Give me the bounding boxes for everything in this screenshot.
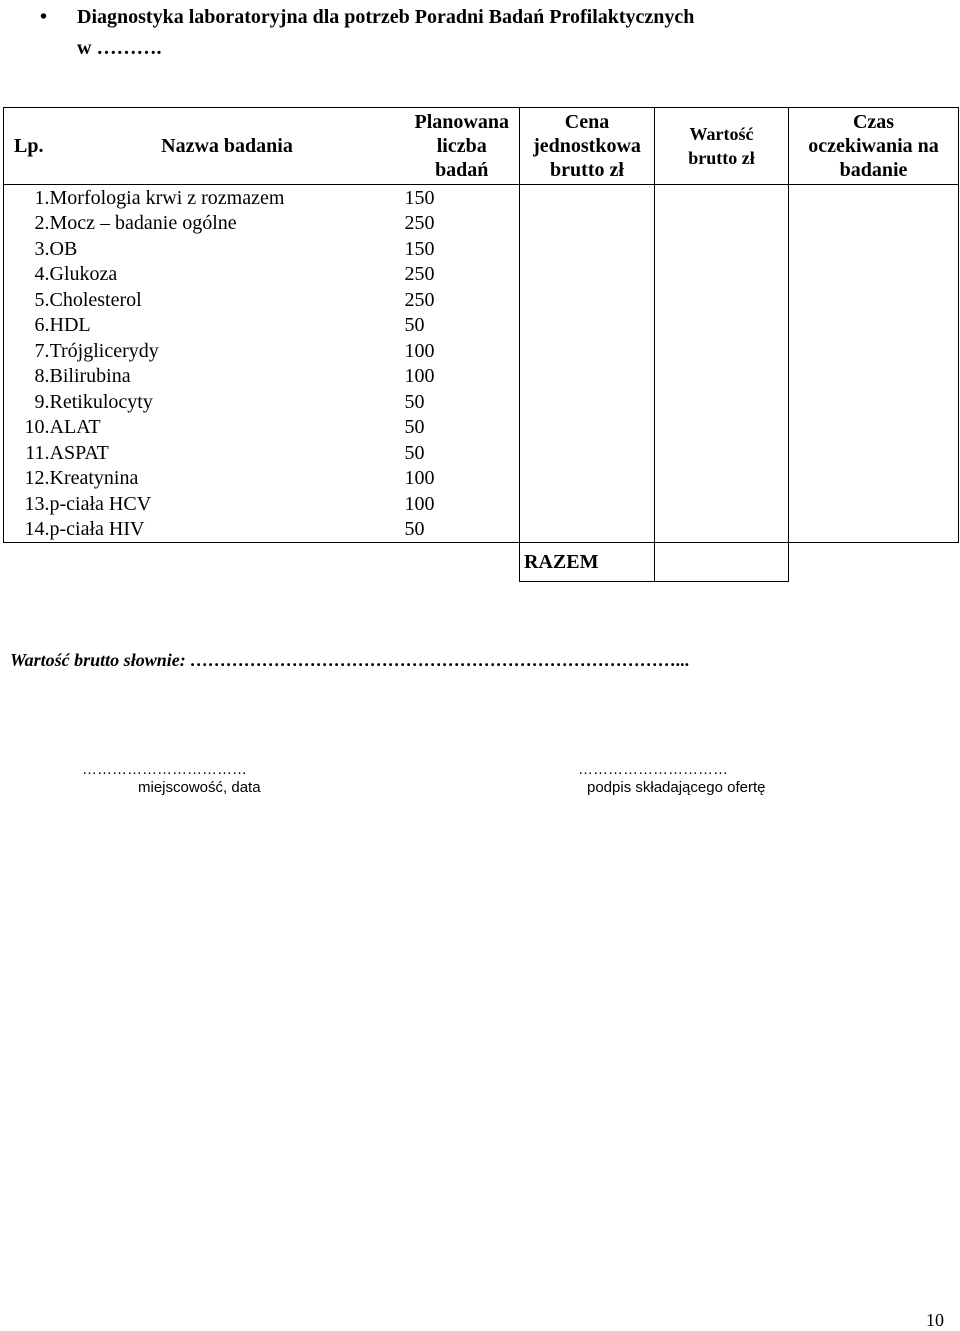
cell-lp: 9. xyxy=(4,389,50,415)
place-date-caption: miejscowość, data xyxy=(138,779,261,796)
cell-wait-time[interactable] xyxy=(789,415,959,441)
cell-test-name: Kreatynina xyxy=(49,467,139,490)
cell-wait-time[interactable] xyxy=(789,262,959,288)
cell-lp: 14. xyxy=(4,517,50,543)
cell-test-name: ASPAT xyxy=(49,441,109,464)
cell-quantity: 100 xyxy=(405,491,520,517)
table-row xyxy=(4,466,959,492)
cell-lp: 11. xyxy=(4,440,50,466)
table-row xyxy=(4,338,959,364)
cell-unit-price[interactable] xyxy=(520,389,655,415)
header-name: Nazwa badania xyxy=(50,108,405,185)
header-price: Cena jednostkowa brutto zł xyxy=(520,108,655,185)
cell-value[interactable] xyxy=(655,185,789,211)
cell-wait-time[interactable] xyxy=(789,364,959,390)
cell-lp: 8. xyxy=(4,364,50,390)
cell-test-name: Cholesterol xyxy=(49,288,142,311)
value-in-words: Wartość brutto słownie: ………………………………………………………………………... xyxy=(10,650,690,670)
cell-lp: 1. xyxy=(4,185,50,211)
signature-dots: ………………………… xyxy=(578,761,728,778)
cell-unit-price[interactable] xyxy=(520,517,655,543)
table-row xyxy=(4,236,959,262)
cell-unit-price[interactable] xyxy=(520,466,655,492)
cell-test-name: Bilirubina xyxy=(49,365,131,388)
table-row xyxy=(4,440,959,466)
cell-value[interactable] xyxy=(655,415,789,441)
cell-wait-time[interactable] xyxy=(789,517,959,543)
cell-wait-time[interactable] xyxy=(789,185,959,211)
cell-unit-price[interactable] xyxy=(520,440,655,466)
cell-unit-price[interactable] xyxy=(520,491,655,517)
table-row xyxy=(4,415,959,441)
cell-quantity: 50 xyxy=(405,517,520,543)
cell-quantity: 50 xyxy=(405,440,520,466)
header-value: Wartość brutto zł xyxy=(655,108,789,185)
cell-value[interactable] xyxy=(655,287,789,313)
cell-wait-time[interactable] xyxy=(789,313,959,339)
lab-tests-table xyxy=(3,107,959,582)
cell-value[interactable] xyxy=(655,440,789,466)
cell-value[interactable] xyxy=(655,517,789,543)
cell-test-name: p-ciała HCV xyxy=(49,492,152,515)
total-value-cell[interactable] xyxy=(655,543,789,582)
table-row xyxy=(4,313,959,339)
cell-test-name: ALAT xyxy=(49,416,101,439)
signature-caption: podpis składającego ofertę xyxy=(587,779,766,796)
cell-lp: 4. xyxy=(4,262,50,288)
table-row xyxy=(4,185,959,211)
table-row xyxy=(4,389,959,415)
total-tail xyxy=(789,543,959,582)
cell-test-name: HDL xyxy=(49,314,91,337)
cell-wait-time[interactable] xyxy=(789,440,959,466)
table-row xyxy=(4,211,959,237)
cell-unit-price[interactable] xyxy=(520,211,655,237)
cell-test-name: Trójglicerydy xyxy=(49,339,159,362)
cell-test-name: Glukoza xyxy=(49,263,118,286)
cell-value[interactable] xyxy=(655,466,789,492)
total-spacer xyxy=(4,543,520,582)
total-label: RAZEM xyxy=(520,543,655,582)
cell-wait-time[interactable] xyxy=(789,338,959,364)
cell-unit-price[interactable] xyxy=(520,236,655,262)
cell-test-name: OB xyxy=(49,237,78,260)
cell-value[interactable] xyxy=(655,491,789,517)
cell-quantity: 250 xyxy=(405,262,520,288)
cell-lp: 3. xyxy=(4,236,50,262)
cell-quantity: 150 xyxy=(405,236,520,262)
table-row xyxy=(4,491,959,517)
table-row xyxy=(4,517,959,543)
page-number: 10 xyxy=(926,1310,944,1330)
cell-wait-time[interactable] xyxy=(789,389,959,415)
heading-line-1: Diagnostyka laboratoryjna dla potrzeb Poradni Badań Profilaktycznych xyxy=(77,6,695,28)
cell-quantity: 250 xyxy=(405,211,520,237)
table-row xyxy=(4,262,959,288)
cell-wait-time[interactable] xyxy=(789,211,959,237)
cell-test-name: Retikulocyty xyxy=(49,390,153,413)
cell-unit-price[interactable] xyxy=(520,415,655,441)
cell-unit-price[interactable] xyxy=(520,287,655,313)
table-header-row xyxy=(4,108,959,185)
cell-quantity: 250 xyxy=(405,287,520,313)
cell-quantity: 150 xyxy=(405,185,520,211)
cell-unit-price[interactable] xyxy=(520,185,655,211)
cell-test-name: Mocz – badanie ogólne xyxy=(49,212,237,235)
cell-quantity: 50 xyxy=(405,313,520,339)
table-row xyxy=(4,287,959,313)
header-qty: Planowana liczba badań xyxy=(405,108,520,185)
place-date-dots: …………………………… xyxy=(82,761,247,778)
cell-lp: 10. xyxy=(4,415,50,441)
cell-value[interactable] xyxy=(655,211,789,237)
total-row xyxy=(4,543,959,582)
cell-test-name: p-ciała HIV xyxy=(50,517,405,543)
cell-value[interactable] xyxy=(655,338,789,364)
header-wait-time: Czas oczekiwania na badanie xyxy=(789,108,959,185)
cell-unit-price[interactable] xyxy=(520,338,655,364)
cell-unit-price[interactable] xyxy=(520,262,655,288)
cell-test-name: Morfologia krwi z rozmazem xyxy=(49,186,285,209)
cell-quantity: 100 xyxy=(405,338,520,364)
cell-quantity: 50 xyxy=(405,389,520,415)
cell-unit-price[interactable] xyxy=(520,364,655,390)
cell-lp: 13. xyxy=(4,491,50,517)
cell-quantity: 100 xyxy=(405,364,520,390)
cell-wait-time[interactable] xyxy=(789,287,959,313)
cell-wait-time[interactable] xyxy=(789,236,959,262)
cell-lp: 7. xyxy=(4,338,50,364)
cell-value[interactable] xyxy=(655,364,789,390)
cell-lp: 12. xyxy=(4,466,50,492)
bullet-icon: • xyxy=(40,6,48,28)
table-row xyxy=(4,364,959,390)
cell-wait-time[interactable] xyxy=(789,491,959,517)
cell-lp: 6. xyxy=(4,313,50,339)
heading-line-2: w ………. xyxy=(77,37,162,59)
cell-wait-time[interactable] xyxy=(789,466,959,492)
cell-unit-price[interactable] xyxy=(520,313,655,339)
cell-lp: 5. xyxy=(4,287,50,313)
header-lp: Lp. xyxy=(4,108,50,185)
cell-quantity: 50 xyxy=(405,415,520,441)
cell-value[interactable] xyxy=(655,236,789,262)
cell-value[interactable] xyxy=(655,389,789,415)
cell-value[interactable] xyxy=(655,262,789,288)
cell-lp: 2. xyxy=(4,211,50,237)
cell-value[interactable] xyxy=(655,313,789,339)
cell-quantity: 100 xyxy=(405,466,520,492)
